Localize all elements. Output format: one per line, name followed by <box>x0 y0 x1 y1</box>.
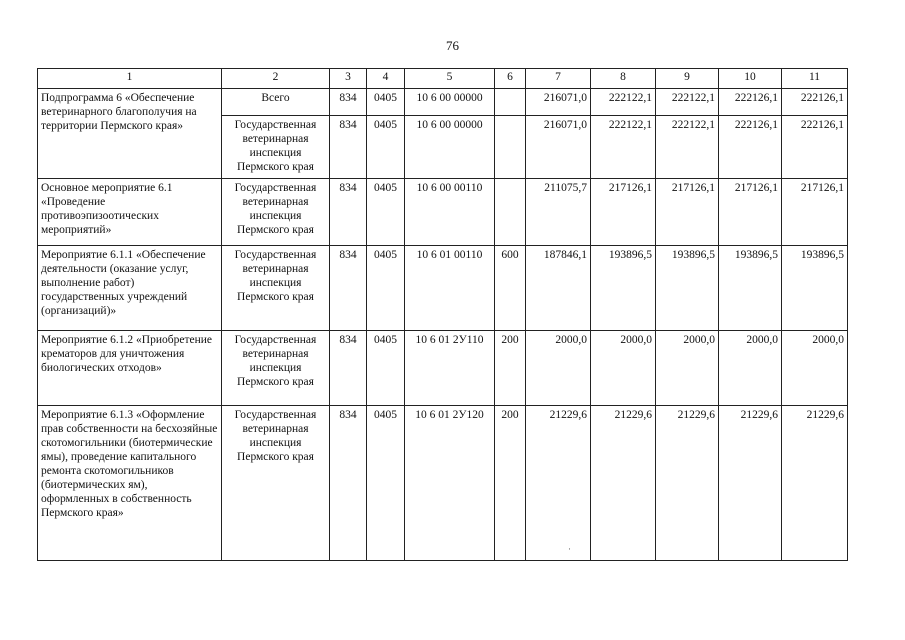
cell-col-5: 10 6 01 2У120 <box>405 406 495 561</box>
cell-col-7: 216071,0 <box>526 116 591 179</box>
cell-col-5: 10 6 01 2У110 <box>405 331 495 406</box>
cell-col-8: 222122,1 <box>591 116 656 179</box>
column-header-2: 2 <box>222 69 330 89</box>
cell-col-7: 21229,6 <box>526 406 591 561</box>
row-name: Основное мероприятие 6.1 «Проведение противоэпизоотических мероприятий» <box>38 179 222 246</box>
cell-col-9: 222122,1 <box>656 116 719 179</box>
table-row <box>38 89 848 116</box>
cell-col-3: 834 <box>330 89 367 116</box>
table-row <box>38 331 848 406</box>
cell-col-11: 2000,0 <box>782 331 848 406</box>
cell-col-7: 2000,0 <box>526 331 591 406</box>
row-name: Мероприятие 6.1.2 «Приобретение крематоров для уничтожения биологических отходов» <box>38 331 222 406</box>
column-header-3: 3 <box>330 69 367 89</box>
column-header-7: 7 <box>526 69 591 89</box>
cell-col-6: 200 <box>495 406 526 561</box>
row-name: Мероприятие 6.1.3 «Оформление прав собственности на бесхозяйные скотомогильники (биотермические ямы), проведение капитального ремонта скотомогильников (биотермических ям), оформленных в собственность Пермского края» <box>38 406 222 561</box>
column-header-4: 4 <box>367 69 405 89</box>
cell-col-4: 0405 <box>367 116 405 179</box>
cell-col-9: 21229,6 <box>656 406 719 561</box>
cell-col-3: 834 <box>330 406 367 561</box>
cell-col-10: 193896,5 <box>719 246 782 331</box>
cell-col-6 <box>495 116 526 179</box>
table-row <box>38 406 848 561</box>
cell-col-10: 21229,6 <box>719 406 782 561</box>
cell-col-11: 193896,5 <box>782 246 848 331</box>
cell-col-8: 217126,1 <box>591 179 656 246</box>
cell-col-10: 2000,0 <box>719 331 782 406</box>
cell-col-4: 0405 <box>367 406 405 561</box>
column-header-10: 10 <box>719 69 782 89</box>
row-name: Подпрограмма 6 «Обеспечение ветеринарного благополучия на территории Пермского края» <box>38 89 222 179</box>
column-header-5: 5 <box>405 69 495 89</box>
cell-col-11: 222126,1 <box>782 89 848 116</box>
cell-col-5: 10 6 00 00000 <box>405 89 495 116</box>
column-header-1: 1 <box>38 69 222 89</box>
cell-col-6 <box>495 179 526 246</box>
table-header-row <box>38 69 848 89</box>
cell-col-9: 2000,0 <box>656 331 719 406</box>
cell-col-3: 834 <box>330 179 367 246</box>
row-executor: Государственная ветеринарная инспекция Пермского края <box>222 116 330 179</box>
cell-col-7: 216071,0 <box>526 89 591 116</box>
cell-col-3: 834 <box>330 116 367 179</box>
row-name: Мероприятие 6.1.1 «Обеспечение деятельности (оказание услуг, выполнение работ) государственных учреждений (организаций)» <box>38 246 222 331</box>
cell-col-11: 222126,1 <box>782 116 848 179</box>
cell-col-9: 193896,5 <box>656 246 719 331</box>
column-header-11: 11 <box>782 69 848 89</box>
cell-col-6: 200 <box>495 331 526 406</box>
column-header-9: 9 <box>656 69 719 89</box>
cell-col-8: 21229,6 <box>591 406 656 561</box>
cell-col-11: 21229,6 <box>782 406 848 561</box>
budget-table <box>37 68 848 561</box>
cell-col-4: 0405 <box>367 89 405 116</box>
column-header-8: 8 <box>591 69 656 89</box>
cell-col-7: 187846,1 <box>526 246 591 331</box>
cell-col-9: 222122,1 <box>656 89 719 116</box>
row-executor: Всего <box>222 89 330 116</box>
row-executor: Государственная ветеринарная инспекция Пермского края <box>222 406 330 561</box>
cell-col-11: 217126,1 <box>782 179 848 246</box>
cell-col-4: 0405 <box>367 246 405 331</box>
row-executor: Государственная ветеринарная инспекция Пермского края <box>222 331 330 406</box>
table-row <box>38 246 848 331</box>
cell-col-10: 217126,1 <box>719 179 782 246</box>
table-row <box>38 179 848 246</box>
cell-col-5: 10 6 00 00000 <box>405 116 495 179</box>
cell-col-10: 222126,1 <box>719 89 782 116</box>
cell-col-4: 0405 <box>367 179 405 246</box>
page-number: 76 <box>446 38 459 53</box>
cell-col-9: 217126,1 <box>656 179 719 246</box>
cell-col-5: 10 6 00 00110 <box>405 179 495 246</box>
cell-col-8: 222122,1 <box>591 89 656 116</box>
cell-col-10: 222126,1 <box>719 116 782 179</box>
row-executor: Государственная ветеринарная инспекция Пермского края <box>222 179 330 246</box>
cell-col-8: 193896,5 <box>591 246 656 331</box>
cell-col-3: 834 <box>330 246 367 331</box>
cell-col-7: 211075,7 <box>526 179 591 246</box>
cell-col-6 <box>495 89 526 116</box>
cell-col-5: 10 6 01 00110 <box>405 246 495 331</box>
cell-col-8: 2000,0 <box>591 331 656 406</box>
cell-col-3: 834 <box>330 331 367 406</box>
column-header-6: 6 <box>495 69 526 89</box>
cell-col-4: 0405 <box>367 331 405 406</box>
cell-col-6: 600 <box>495 246 526 331</box>
scan-dot: · <box>568 544 571 554</box>
row-executor: Государственная ветеринарная инспекция Пермского края <box>222 246 330 331</box>
